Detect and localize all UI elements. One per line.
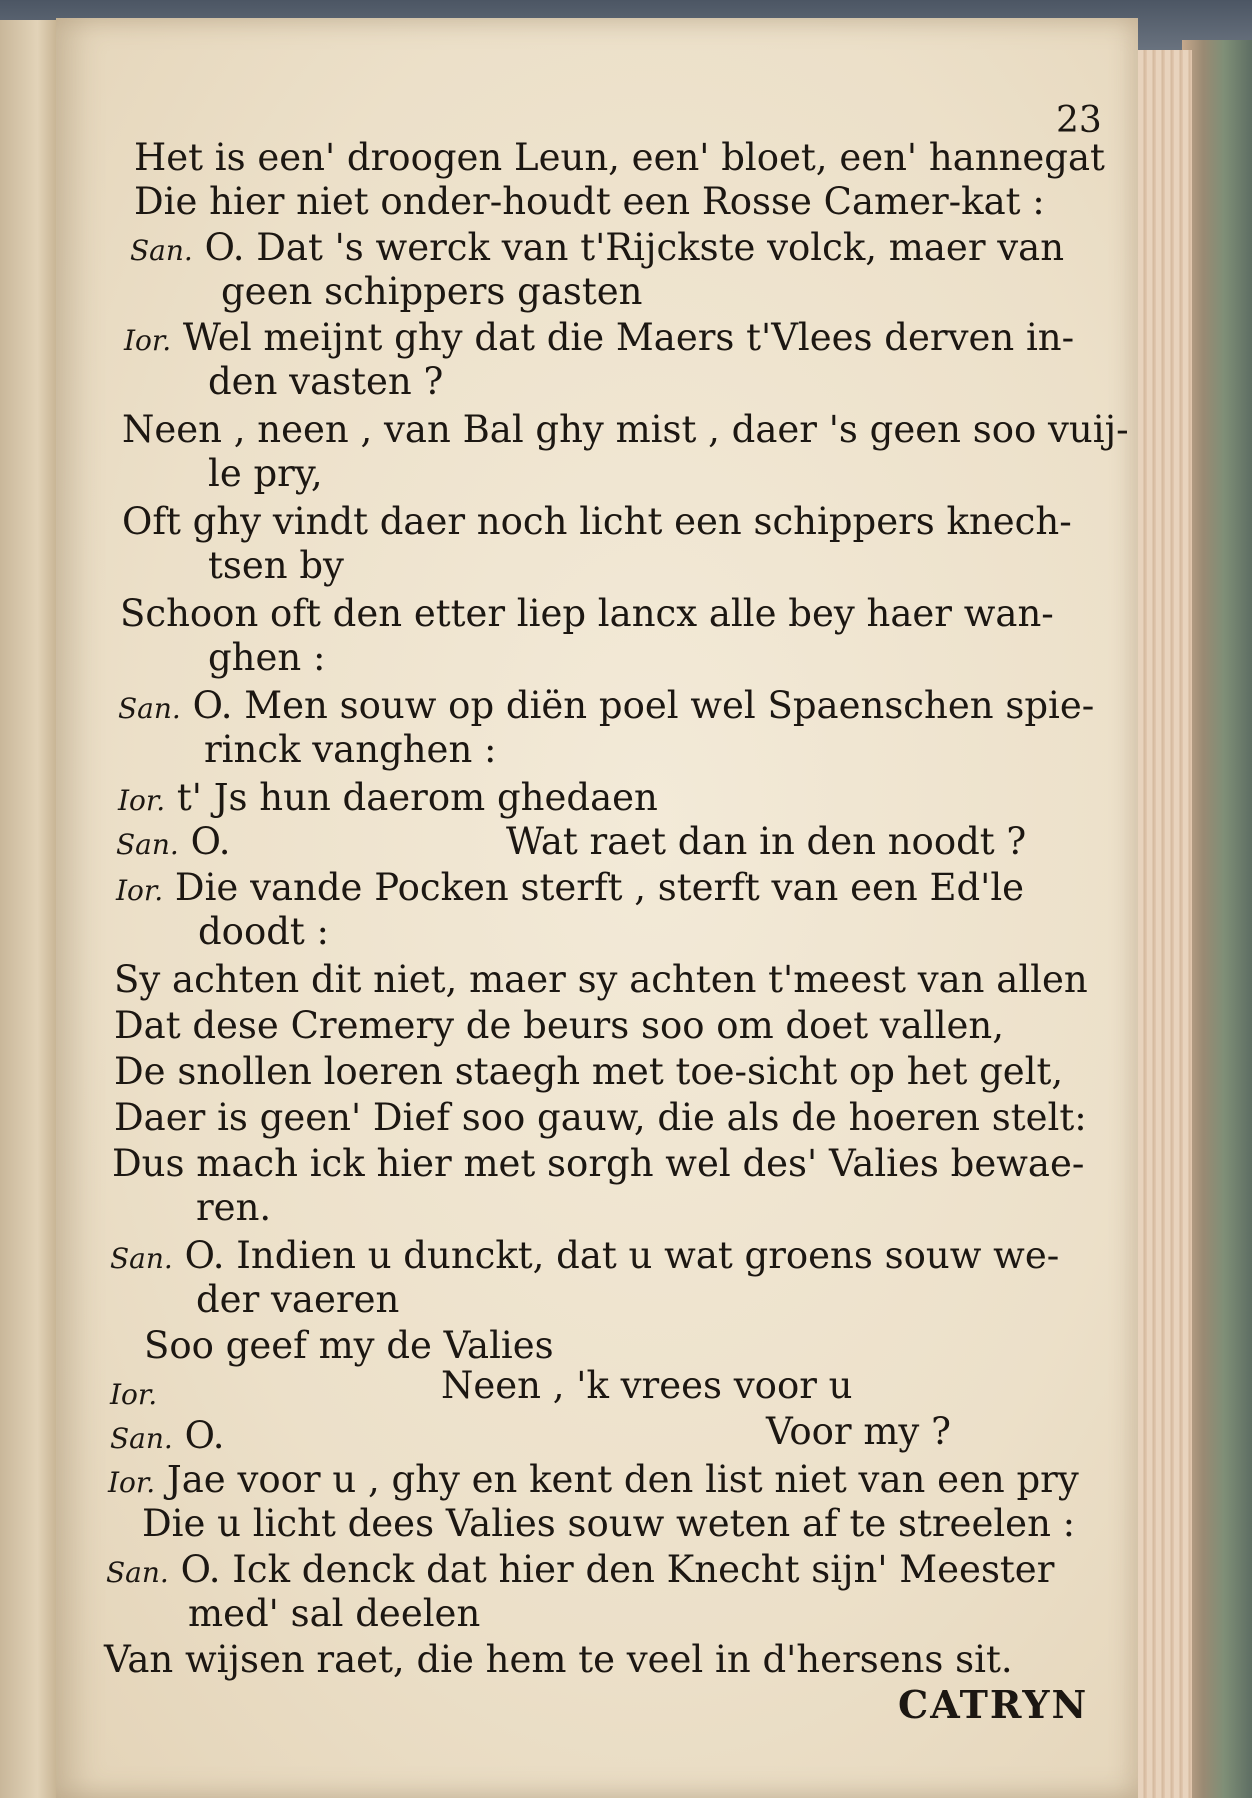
speaker-label: San. — [116, 828, 179, 861]
speaker-label: San. — [110, 1422, 173, 1455]
text-line: San. O. — [110, 1414, 225, 1457]
text-line: ren. — [196, 1186, 272, 1229]
speaker-label: Ior. — [110, 1378, 158, 1411]
text-line: San. O. Indien u dunckt, dat u wat groens souw we- — [110, 1234, 1060, 1277]
text-line: Daer is geen' Dief soo gauw, die als de hoeren stelt: — [114, 1096, 1087, 1139]
text-line: Neen , 'k vrees voor u — [441, 1364, 853, 1407]
book-cover-edge — [1182, 40, 1252, 1798]
speaker-label: San. — [118, 692, 181, 725]
speaker-label: Ior. — [118, 784, 166, 817]
text-line: ghen : — [208, 636, 326, 679]
text-line: Ior. t' Js hun daerom ghedaen — [118, 776, 658, 819]
speaker-label: San. — [130, 234, 193, 267]
text-line: San. O. — [116, 820, 231, 863]
text-line: San. O. Dat 's werck van t'Rijckste volck, maer van — [130, 226, 1065, 269]
text-line: Oft ghy vindt daer noch licht een schippers knech- — [122, 500, 1072, 543]
text-line: Ior. Jae voor u , ghy en kent den list niet van een pry — [108, 1458, 1079, 1501]
text-line: San. O. Men souw op diën poel wel Spaenschen spie- — [118, 684, 1095, 727]
text-line: Neen , neen , van Bal ghy mist , daer 's geen soo vuij- — [122, 408, 1129, 451]
page-number: 23 — [1056, 100, 1102, 141]
text-line: geen schippers gasten — [221, 270, 643, 313]
speaker-label: Ior. — [108, 1466, 156, 1499]
text-line: De snollen loeren staegh met toe-sicht op het gelt, — [114, 1050, 1064, 1093]
text-line: Ior. Die vande Pocken sterft , sterft van een Ed'le — [116, 866, 1025, 909]
text-line: le pry, — [208, 452, 323, 495]
book-page — [56, 18, 1138, 1798]
text-line: Schoon oft den etter liep lancx alle bey haer wan- — [120, 592, 1054, 635]
text-line: Het is een' droogen Leun, een' bloet, een' hannegat — [134, 136, 1105, 179]
text-line: der vaeren — [196, 1278, 400, 1321]
speaker-label: Ior. — [124, 324, 172, 357]
text-line: med' sal deelen — [188, 1592, 481, 1635]
speaker-label: Ior. — [116, 874, 164, 907]
page-text — [56, 18, 1138, 1798]
text-line: San. O. Ick denck dat hier den Knecht sijn' Meester — [106, 1548, 1055, 1591]
text-line: Dus mach ick hier met sorgh wel des' Valies bewae- — [112, 1142, 1085, 1185]
text-line: Soo geef my de Valies — [144, 1324, 554, 1367]
catchword: CATRYN — [898, 1682, 1089, 1727]
text-line: Van wijsen raet, die hem te veel in d'hersens sit. — [104, 1638, 1013, 1681]
text-line: Wat raet dan in den noodt ? — [506, 820, 1027, 863]
speaker-label: San. — [110, 1242, 173, 1275]
speaker-label: San. — [106, 1556, 169, 1589]
text-line: Sy achten dit niet, maer sy achten t'meest van allen — [114, 958, 1088, 1001]
text-line: Voor my ? — [766, 1410, 951, 1453]
text-line — [110, 1370, 157, 1417]
text-line: tsen by — [208, 544, 344, 587]
text-line: Dat dese Cremery de beurs soo om doet vallen, — [114, 1004, 1005, 1047]
text-line: den vasten ? — [208, 360, 444, 403]
text-line: Die hier niet onder-houdt een Rosse Camer-kat : — [134, 180, 1045, 223]
text-line: doodt : — [198, 910, 330, 953]
text-line: rinck vanghen : — [204, 728, 497, 771]
text-line: Die u licht dees Valies souw weten af te streelen : — [142, 1502, 1076, 1545]
text-line: Ior. Wel meijnt ghy dat die Maers t'Vlees derven in- — [124, 316, 1075, 359]
